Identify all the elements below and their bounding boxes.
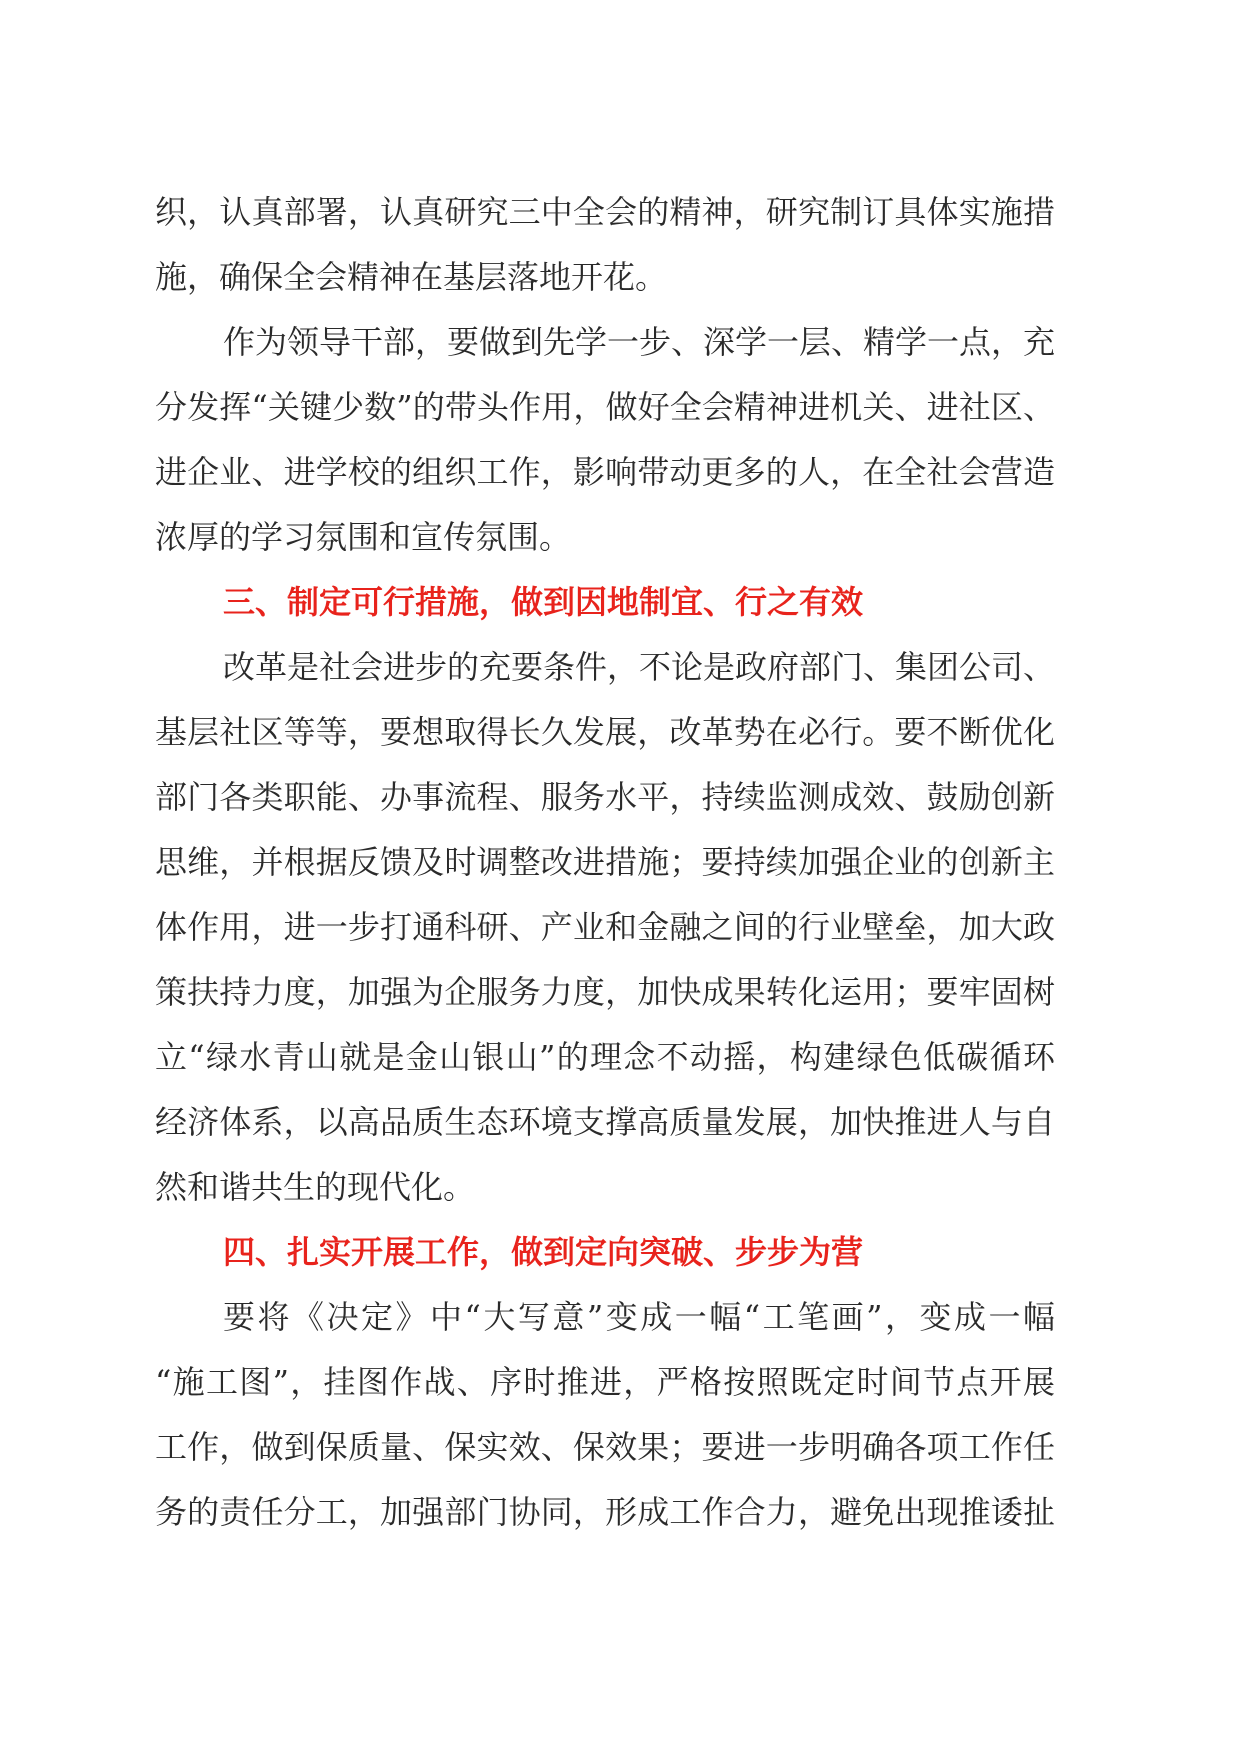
text-line: 施，确保全会精神在基层落地开花。: [155, 258, 668, 296]
text-line: 改革是社会进步的充要条件，不论是政府部门、集团公司、: [223, 648, 1055, 686]
text-line: 经济体系，以高品质生态环境支撑高质量发展，加快推进人与自: [155, 1103, 1055, 1141]
text-line: 分发挥“关键少数”的带头作用，做好全会精神进机关、进社区、: [155, 388, 1055, 426]
text-line: 基层社区等等，要想取得长久发展，改革势在必行。要不断优化: [155, 713, 1055, 751]
text-line: 体作用，进一步打通科研、产业和金融之间的行业壁垒，加大政: [155, 908, 1055, 946]
document-body: [155, 180, 1055, 1545]
text-line: 部门各类职能、办事流程、服务水平，持续监测成效、鼓励创新: [155, 778, 1055, 816]
text-line: 策扶持力度，加强为企服务力度，加快成果转化运用；要牢固树: [155, 973, 1055, 1011]
text-line: 工作，做到保质量、保实效、保效果；要进一步明确各项工作任: [155, 1428, 1055, 1466]
text-line: 浓厚的学习氛围和宣传氛围。: [155, 518, 572, 556]
text-line: 进企业、进学校的组织工作，影响带动更多的人，在全社会营造: [155, 453, 1055, 491]
text-line: 织，认真部署，认真研究三中全会的精神，研究制订具体实施措: [155, 193, 1055, 231]
text-line: 务的责任分工，加强部门协同，形成工作合力，避免出现推诿扯: [155, 1493, 1055, 1531]
text-line: “施工图”，挂图作战、序时推进，严格按照既定时间节点开展: [155, 1363, 1055, 1401]
paragraph-leaders: [155, 310, 1055, 570]
section-heading-3: 三、制定可行措施，做到因地制宜、行之有效: [223, 583, 864, 621]
text-line: 作为领导干部，要做到先学一步、深学一层、精学一点，充: [223, 323, 1055, 361]
text-line: 立“绿水青山就是金山银山”的理念不动摇，构建绿色低碳循环: [155, 1038, 1055, 1076]
paragraph-work: [155, 1285, 1055, 1545]
text-line: 要将《决定》中“大写意”变成一幅“工笔画”，变成一幅: [223, 1298, 1055, 1336]
text-line: 思维，并根据反馈及时调整改进措施；要持续加强企业的创新主: [155, 843, 1055, 881]
paragraph-reform: [155, 635, 1055, 1220]
section-heading-4: 四、扎实开展工作，做到定向突破、步步为营: [223, 1233, 864, 1271]
text-line: 然和谐共生的现代化。: [155, 1168, 476, 1206]
paragraph-continued: [155, 180, 1055, 310]
